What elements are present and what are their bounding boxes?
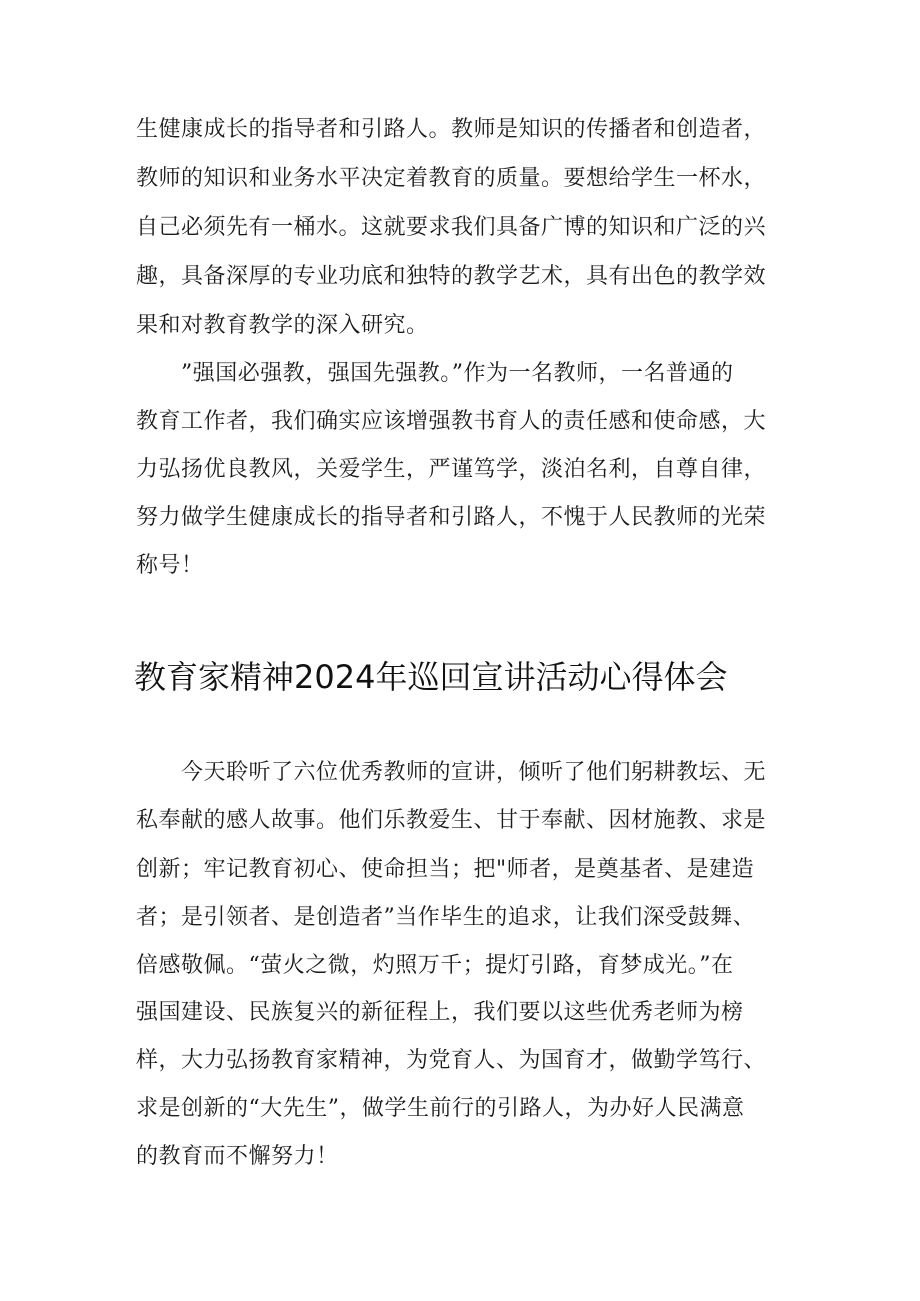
paragraph-line: 生健康成长的指导者和引路人。教师是知识的传播者和创造者， (136, 117, 767, 142)
paragraph-line: 教育工作者，我们确实应该增强教书育人的责任感和使命感，大 (136, 409, 767, 434)
paragraph-line: 称号！ (136, 553, 204, 578)
paragraph-line: 趣，具备深厚的专业功底和独特的教学艺术，具有出色的教学效 (136, 264, 767, 289)
paragraph-line: 者；是引领者、是创造者”当作毕生的追求，让我们深受鼓舞、 (136, 905, 756, 930)
article-title: 教育家精神2024年巡回宣讲活动心得体会 (134, 658, 728, 696)
paragraph-line: 求是创新的“大先生”，做学生前行的引路人，为办好人民满意 (136, 1096, 745, 1121)
paragraph-line: 强国建设、民族复兴的新征程上，我们要以这些优秀老师为榜 (136, 1000, 744, 1025)
paragraph-line: 私奉献的感人故事。他们乐教爱生、甘于奉献、因材施教、求是 (136, 808, 767, 833)
paragraph-line: 努力做学生健康成长的指导者和引路人，不愧于人民教师的光荣 (136, 505, 767, 530)
paragraph-line: 倍感敬佩。“萤火之微，灼照万千；提灯引路，育梦成光。”在 (136, 953, 734, 978)
paragraph-line: 自己必须先有一桶水。这就要求我们具备广博的知识和广泛的兴 (136, 215, 767, 240)
paragraph-line: ”强国必强教，强国先强教。”作为一名教师，一名普通的 (136, 361, 734, 386)
paragraph-line: 创新；牢记教育初心、使命担当；把"师者，是奠基者、是建造 (136, 857, 755, 882)
paragraph-line: 教师的知识和业务水平决定着教育的质量。要想给学生一杯水， (136, 166, 767, 191)
paragraph-line: 的教育而不懈努力！ (136, 1144, 339, 1169)
paragraph-line: 样，大力弘扬教育家精神，为党育人、为国育才，做勤学笃行、 (136, 1048, 767, 1073)
paragraph-line: 今天聆听了六位优秀教师的宣讲，倾听了他们躬耕教坛、无 (136, 760, 767, 785)
paragraph-line: 果和对教育教学的深入研究。 (136, 313, 429, 338)
paragraph-line: 力弘扬优良教风，关爱学生，严谨笃学，淡泊名利，自尊自律， (136, 457, 767, 482)
